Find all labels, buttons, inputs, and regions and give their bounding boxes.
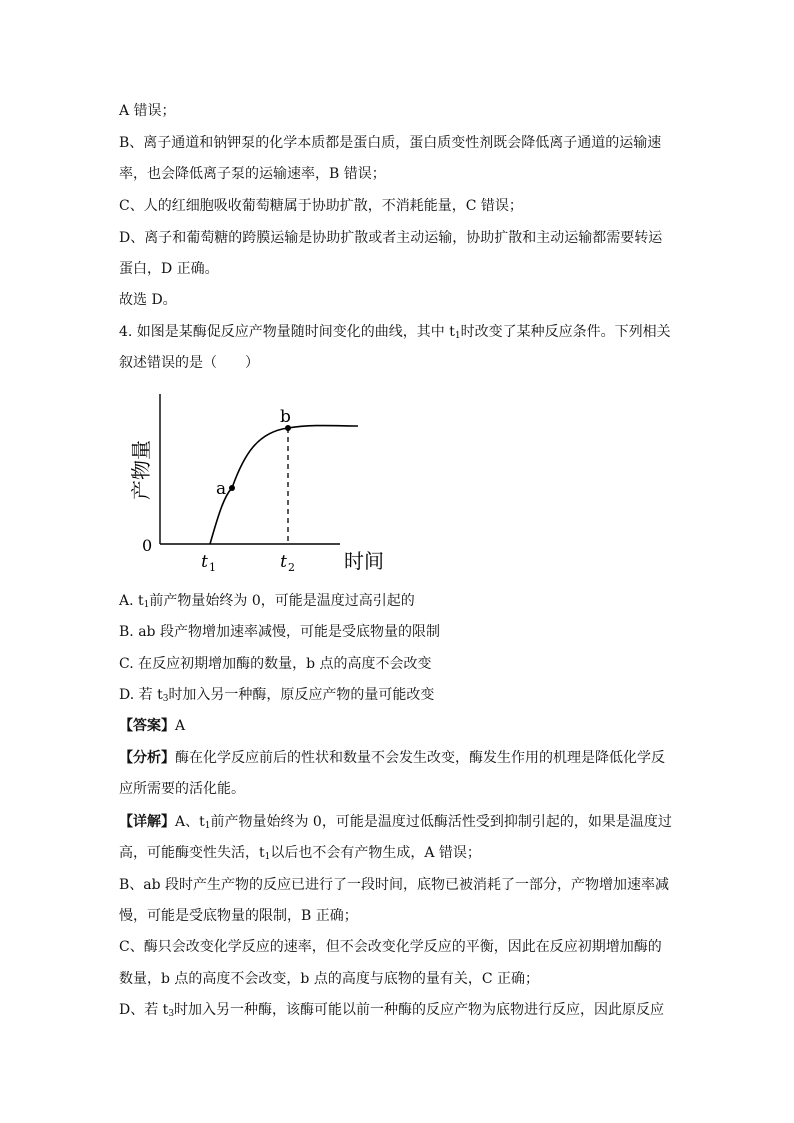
- text-line: 故选 D。: [119, 292, 177, 308]
- tick-t1-sub: 1: [209, 561, 216, 574]
- text-line: A 错误；: [119, 103, 176, 119]
- analysis-line: 应所需要的活化能。: [119, 781, 245, 797]
- detail-line: 高，可能酶变性失活，$t_1$以后也不会有产物生成，A 错误；: [119, 845, 481, 862]
- answer-line: [119, 716, 185, 736]
- tick-t2-sub: 2: [288, 561, 295, 574]
- analysis-tag: 【分析】: [119, 750, 175, 766]
- analysis-line: 【分析】酶在化学反应前后的性状和数量不会发生改变，酶发生作用的机理是降低化学反: [119, 750, 665, 766]
- y-axis-label: 产物量: [129, 440, 153, 500]
- question-stem: 叙述错误的是（ ）: [119, 355, 259, 371]
- product-time-chart: [128, 386, 390, 576]
- answer-tag: 【答案】: [119, 718, 175, 734]
- product-curve: [210, 426, 358, 545]
- text-line: D、离子和葡萄糖的跨膜运输是协助扩散或者主动运输，协助扩散和主动运输都需要转运: [119, 230, 663, 246]
- text-line: C、人的红细胞吸收葡萄糖属于协助扩散，不消耗能量，C 错误；: [119, 198, 523, 214]
- option-b: B. ab 段产物增加速率减慢，可能是受底物量的限制: [119, 624, 440, 640]
- detail-tag: 【详解】: [119, 814, 175, 830]
- point-a-label: a: [216, 479, 227, 499]
- origin-label: 0: [142, 536, 153, 555]
- text-line: 率，也会降低离子泵的运输速率，B 错误；: [119, 166, 386, 182]
- detail-line: B、ab 段时产生产物的反应已进行了一段时间，底物已被消耗了一部分，产物增加速率减: [119, 877, 670, 893]
- text-line: B、离子通道和钠钾泵的化学本质都是蛋白质，蛋白质变性剂既会降低离子通道的运输速: [119, 135, 662, 151]
- question-stem: 4. 如图是某酶促反应产物量随时间变化的曲线，其中 $t_1$时改变了某种反应条件。下列相关: [119, 324, 671, 341]
- tick-t1-name: t: [201, 552, 208, 572]
- detail-line: 慢，可能是受底物量的限制，B 正确；: [119, 908, 358, 924]
- tick-t1: [201, 552, 216, 574]
- option-a: A. $t_1$前产物量始终为 0，可能是温度过高引起的: [119, 593, 415, 610]
- detail-line: 数量，b 点的高度不会改变，b 点的高度与底物的量有关，C 正确；: [119, 971, 539, 987]
- detail-line: 【详解】A、$t_1$前产物量始终为 0，可能是温度过低酶活性受到抑制引起的，如果是温度过: [119, 814, 672, 831]
- detail-line: D、若 $t_3$时加入另一种酶，该酶可能以前一种酶的反应产物为底物进行反应，因此原反应: [119, 1002, 665, 1019]
- tick-t2: [280, 552, 295, 574]
- point-a: [229, 485, 235, 491]
- text-line: 蛋白，D 正确。: [119, 261, 219, 277]
- answer-value: A: [175, 718, 186, 734]
- option-d: D. 若 $t_3$时加入另一种酶，原反应产物的量可能改变: [119, 687, 435, 704]
- tick-t2-name: t: [280, 552, 287, 572]
- option-c: C. 在反应初期增加酶的数量，b 点的高度不会改变: [119, 656, 432, 672]
- x-axis-label: 时间: [344, 549, 384, 573]
- point-b-label: b: [280, 407, 291, 427]
- detail-line: C、酶只会改变化学反应的速率，但不会改变化学反应的平衡，因此在反应初期增加酶的: [119, 939, 662, 955]
